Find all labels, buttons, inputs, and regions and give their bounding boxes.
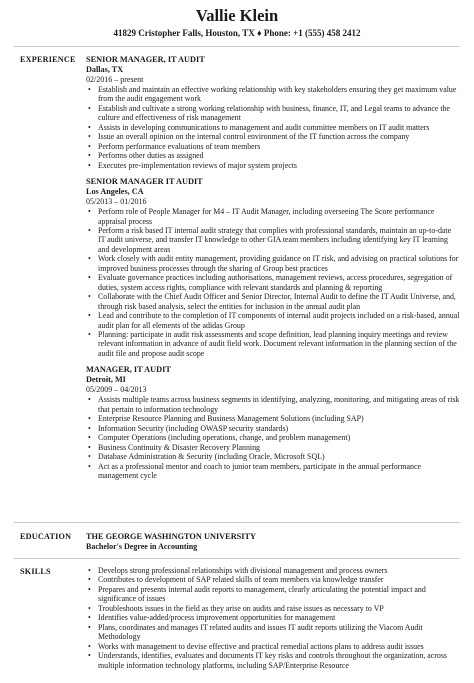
job-location: Dallas, TX bbox=[86, 65, 124, 74]
candidate-name: Vallie Klein bbox=[195, 6, 279, 25]
bullet-item bbox=[86, 207, 460, 226]
school-name: THE GEORGE WASHINGTON UNIVERSITY bbox=[86, 532, 257, 541]
bullet-item bbox=[86, 254, 460, 273]
skill-item bbox=[86, 585, 460, 604]
bullet-item bbox=[86, 132, 460, 141]
bullet-text: Work closely with audit entity management, providing guidance on IT risk, and advising on practical solutions for improved business processes through the sharing of Group best practices bbox=[98, 254, 459, 273]
bullet-icon: • bbox=[88, 584, 91, 594]
job-location: Los Angeles, CA bbox=[86, 187, 144, 197]
bullet-item bbox=[86, 142, 460, 151]
skill-item bbox=[86, 566, 460, 575]
skill-item bbox=[86, 623, 460, 642]
bullet-text: Computer Operations (including operations, change, and problem management) bbox=[98, 433, 351, 443]
bullet-item bbox=[86, 273, 460, 292]
bullet-icon: • bbox=[88, 292, 91, 302]
divider bbox=[14, 522, 460, 523]
divider bbox=[14, 46, 460, 47]
job-dates: 02/2016 – present bbox=[86, 75, 144, 84]
bullet-icon: • bbox=[88, 603, 91, 613]
bullet-icon: • bbox=[88, 329, 91, 339]
bullet-item bbox=[86, 443, 460, 452]
skill-text: Troubleshoots issues in the field as they arise on audits and raise issues as necessary to VP bbox=[98, 603, 384, 613]
skill-item bbox=[86, 604, 460, 613]
bullet-item bbox=[86, 85, 460, 104]
job-bullets bbox=[86, 85, 460, 170]
skill-text: Identifies value-added/process improvement opportunities for management bbox=[98, 613, 336, 623]
skill-item bbox=[86, 642, 460, 651]
bullet-icon: • bbox=[88, 132, 91, 142]
bullet-icon: • bbox=[88, 651, 91, 661]
contact-line: 41829 Cristopher Falls, Houston, TX ♦ Phone: +1 (555) 458 2412 bbox=[113, 28, 361, 38]
bullet-text: Evaluate governance practices including authorisations, management reviews, access procedures, segregation of duties, system access rights, compliance with relevant standards and planning & reporting bbox=[98, 273, 453, 292]
skill-text: Works with management to devise effective and practical remedial actions plans to address audit issues bbox=[98, 641, 424, 651]
skill-text: Plans, coordinates and manages IT related audits and issues IT audit reports utilizing the Viacom Audit Methodology bbox=[98, 622, 423, 642]
job-bullets bbox=[86, 395, 460, 480]
job-location: Detroit, MI bbox=[86, 375, 126, 385]
bullet-item bbox=[86, 123, 460, 132]
bullet-text: Planning: participate in audit risk assessments and scope definition, lead planning inquiry meetings and review relevant information in advance of audit field work. Document relevant information in the planning section of the audit file and propose audit scope bbox=[98, 329, 457, 358]
bullet-text: Perform performance evaluations of team members bbox=[98, 141, 261, 151]
bullet-icon: • bbox=[88, 160, 91, 170]
bullet-icon: • bbox=[88, 151, 91, 161]
experience-label: EXPERIENCE bbox=[20, 55, 76, 64]
bullet-item bbox=[86, 452, 460, 461]
skills-list bbox=[86, 566, 460, 670]
bullet-icon: • bbox=[88, 423, 91, 433]
bullet-item bbox=[86, 424, 460, 433]
bullet-icon: • bbox=[88, 207, 91, 217]
job-title: SENIOR MANAGER, IT AUDIT bbox=[86, 55, 205, 64]
bullet-text: Executes pre-implementation reviews of major system projects bbox=[98, 160, 297, 170]
skill-text: Develops strong professional relationships with divisional management and process owners bbox=[98, 566, 388, 575]
bullet-text: Act as a professional mentor and coach to junior team members, participate in the annual performance management cycle bbox=[98, 461, 421, 480]
bullet-icon: • bbox=[88, 566, 91, 575]
skills-section bbox=[86, 566, 460, 670]
divider bbox=[14, 558, 460, 559]
bullet-item bbox=[86, 151, 460, 160]
bullet-text: Collaborate with the Chief Audit Officer and Senior Director, Internal Audit to define the IT Audit Universe, and, through risk based analysis, select the entities for inclusion in the annual audit plan bbox=[98, 292, 456, 311]
education-label: EDUCATION bbox=[20, 532, 72, 541]
bullet-icon: • bbox=[88, 622, 91, 632]
bullet-text: Performs other duties as assigned bbox=[98, 151, 204, 161]
bullet-text: Information Security (including OWASP security standards) bbox=[98, 423, 289, 433]
bullet-icon: • bbox=[88, 225, 91, 235]
education-section bbox=[86, 532, 460, 552]
bullet-item bbox=[86, 226, 460, 254]
bullet-icon: • bbox=[88, 122, 91, 132]
bullet-text: Assists multiple teams across business segments in identifying, analyzing, monitoring, and mitigating areas of risk that pertain to information technology bbox=[98, 395, 460, 414]
bullet-item bbox=[86, 462, 460, 481]
bullet-text: Enterprise Resource Planning and Business Management Solutions (including SAP) bbox=[98, 414, 364, 424]
bullet-text: Issue an overall opinion on the internal control environment of the IT function across the company bbox=[98, 132, 410, 142]
bullet-icon: • bbox=[88, 85, 91, 94]
bullet-item bbox=[86, 414, 460, 423]
bullet-text: Database Administration & Security (including Oracle, Microsoft SQL) bbox=[98, 452, 325, 462]
skill-text: Contributes to development of SAP related skills of team members via knowledge transfer bbox=[98, 575, 384, 585]
bullet-text: Business Continuity & Disaster Recovery Planning bbox=[98, 442, 260, 452]
bullet-icon: • bbox=[88, 613, 91, 623]
bullet-icon: • bbox=[88, 461, 91, 471]
bullet-item bbox=[86, 395, 460, 414]
bullet-text: Establish and cultivate a strong working relationship with business, finance, IT, and Legal teams to advance the culture and effectiveness of risk management bbox=[98, 103, 450, 123]
job-title: SENIOR MANAGER IT AUDIT bbox=[86, 177, 203, 187]
bullet-text: Perform a risk based IT internal audit strategy that complies with professional standards, maintain an up-to-date IT audit universe, and transfer IT knowledge to other GIA team members including identifying key IT learning and development areas bbox=[98, 225, 452, 254]
bullet-icon: • bbox=[88, 433, 91, 443]
bullet-icon: • bbox=[88, 641, 91, 651]
bullet-item bbox=[86, 433, 460, 442]
bullet-text: Assists in developing communications to management and audit committee members on IT audit matters bbox=[98, 122, 430, 132]
bullet-icon: • bbox=[88, 311, 91, 321]
bullet-text: Establish and maintain an effective working relationship with key stakeholders ensuring they get maximum value from the audit engagement work bbox=[98, 85, 457, 104]
job-dates: 05/2013 – 01/2016 bbox=[86, 197, 147, 207]
bullet-item bbox=[86, 161, 460, 170]
bullet-icon: • bbox=[88, 414, 91, 424]
bullet-icon: • bbox=[88, 103, 91, 113]
bullet-item bbox=[86, 330, 460, 358]
bullet-text: Perform role of People Manager for M4 – IT Audit Manager, including overseeing The Score performance appraisal process bbox=[98, 207, 435, 226]
job-title: MANAGER, IT AUDIT bbox=[86, 365, 171, 375]
skill-item bbox=[86, 613, 460, 622]
skills-label: SKILLS bbox=[20, 567, 51, 576]
job-entry bbox=[86, 55, 460, 170]
bullet-icon: • bbox=[88, 273, 91, 283]
bullet-icon: • bbox=[88, 452, 91, 462]
job-bullets bbox=[86, 207, 460, 358]
job-entry bbox=[86, 177, 460, 358]
skill-item bbox=[86, 575, 460, 584]
bullet-icon: • bbox=[88, 254, 91, 264]
bullet-icon: • bbox=[88, 575, 91, 585]
bullet-icon: • bbox=[88, 442, 91, 452]
bullet-icon: • bbox=[88, 395, 91, 405]
bullet-item bbox=[86, 104, 460, 123]
experience-section bbox=[86, 55, 460, 487]
skill-text: Understands, identifies, evaluates and documents IT key risks and controls throughout the organization, across multiple information technology platforms, including SAP/Enterprise Resource bbox=[98, 651, 448, 670]
bullet-icon: • bbox=[88, 141, 91, 151]
bullet-item bbox=[86, 311, 460, 330]
skill-item bbox=[86, 651, 460, 670]
job-entry bbox=[86, 365, 460, 480]
resume-header bbox=[0, 0, 474, 39]
bullet-item bbox=[86, 292, 460, 311]
bullet-text: Lead and contribute to the completion of IT components of internal audit projects included on a risk-based, annual audit plan for all elements of the adidas Group bbox=[98, 311, 460, 330]
job-dates: 05/2009 – 04/2013 bbox=[86, 385, 147, 395]
skill-text: Prepares and presents internal audit reports to management, clearly articulating the potential impact and significance of issues bbox=[98, 584, 426, 604]
degree: Bachelor's Degree in Accounting bbox=[86, 542, 198, 551]
